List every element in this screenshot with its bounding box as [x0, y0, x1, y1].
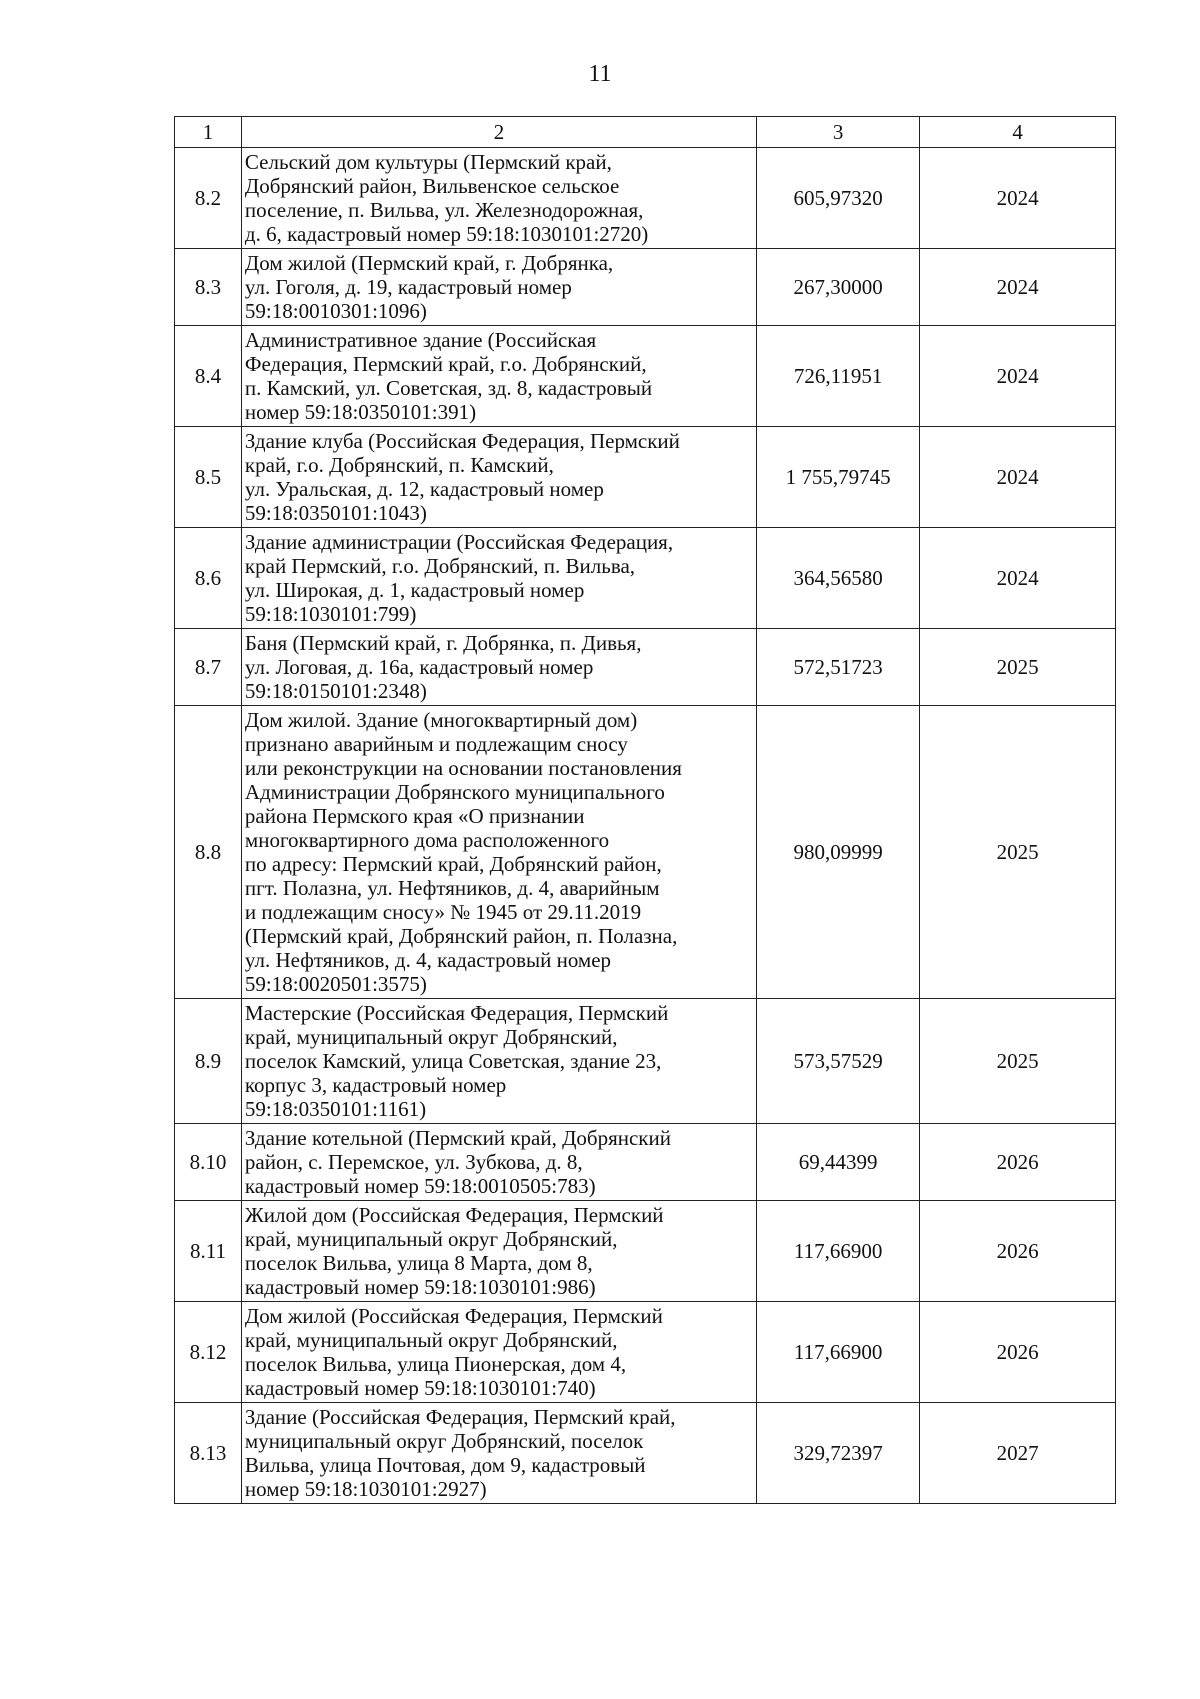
row-number: 8.3 — [175, 249, 242, 326]
table-row — [175, 1201, 1116, 1302]
row-value: 329,72397 — [757, 1403, 920, 1504]
row-number: 8.6 — [175, 528, 242, 629]
header-col-2: 2 — [241, 117, 756, 148]
table-row — [175, 427, 1116, 528]
row-description: Дом жилой (Российская Федерация, Пермский край, муниципальный округ Добрянский, поселок Вильва, улица Пионерская, дом 4, кадастровый номер 59:18:1030101:740) — [241, 1302, 756, 1403]
row-value: 605,97320 — [757, 148, 920, 249]
row-year: 2026 — [920, 1124, 1116, 1201]
table-row — [175, 326, 1116, 427]
row-value: 572,51723 — [757, 629, 920, 706]
row-value: 573,57529 — [757, 999, 920, 1124]
row-year: 2026 — [920, 1201, 1116, 1302]
table-row — [175, 629, 1116, 706]
row-year: 2024 — [920, 427, 1116, 528]
row-description: Здание котельной (Пермский край, Добрянский район, с. Перемское, ул. Зубкова, д. 8, кадастровый номер 59:18:0010505:783) — [241, 1124, 756, 1201]
row-description: Здание клуба (Российская Федерация, Пермский край, г.о. Добрянский, п. Камский, ул. Уральская, д. 12, кадастровый номер 59:18:0350101:1043) — [241, 427, 756, 528]
table-row — [175, 999, 1116, 1124]
row-description: Сельский дом культуры (Пермский край, Добрянский район, Вильвенское сельское поселение, п. Вильва, ул. Железнодорожная, д. 6, кадастровый номер 59:18:1030101:2720) — [241, 148, 756, 249]
table-row — [175, 249, 1116, 326]
row-description: Жилой дом (Российская Федерация, Пермский край, муниципальный округ Добрянский, поселок Вильва, улица 8 Марта, дом 8, кадастровый номер 59:18:1030101:986) — [241, 1201, 756, 1302]
row-year: 2025 — [920, 999, 1116, 1124]
row-number: 8.13 — [175, 1403, 242, 1504]
row-number: 8.12 — [175, 1302, 242, 1403]
row-number: 8.10 — [175, 1124, 242, 1201]
row-description: Мастерские (Российская Федерация, Пермский край, муниципальный округ Добрянский, поселок Камский, улица Советская, здание 23, корпус 3, кадастровый номер 59:18:0350101:1161) — [241, 999, 756, 1124]
table-header-row — [175, 117, 1116, 148]
row-number: 8.8 — [175, 706, 242, 999]
row-value: 117,66900 — [757, 1302, 920, 1403]
row-value: 364,56580 — [757, 528, 920, 629]
row-number: 8.11 — [175, 1201, 242, 1302]
row-year: 2024 — [920, 148, 1116, 249]
row-value: 980,09999 — [757, 706, 920, 999]
page-number: 11 — [588, 61, 612, 87]
row-year: 2027 — [920, 1403, 1116, 1504]
row-description: Дом жилой (Пермский край, г. Добрянка, ул. Гоголя, д. 19, кадастровый номер 59:18:0010301:1096) — [241, 249, 756, 326]
row-description: Здание (Российская Федерация, Пермский край, муниципальный округ Добрянский, поселок Вильва, улица Почтовая, дом 9, кадастровый номер 59:18:1030101:2927) — [241, 1403, 756, 1504]
row-description: Здание администрации (Российская Федерация, край Пермский, г.о. Добрянский, п. Вильва, ул. Широкая, д. 1, кадастровый номер 59:18:1030101:799) — [241, 528, 756, 629]
row-value: 117,66900 — [757, 1201, 920, 1302]
header-col-1: 1 — [175, 117, 242, 148]
table-row — [175, 148, 1116, 249]
row-value: 267,30000 — [757, 249, 920, 326]
row-number: 8.7 — [175, 629, 242, 706]
row-year: 2025 — [920, 629, 1116, 706]
row-value: 1 755,79745 — [757, 427, 920, 528]
table-row — [175, 706, 1116, 999]
row-number: 8.5 — [175, 427, 242, 528]
property-table — [174, 116, 1116, 1504]
row-description: Административное здание (Российская Федерация, Пермский край, г.о. Добрянский, п. Камский, ул. Советская, зд. 8, кадастровый номер 59:18:0350101:391) — [241, 326, 756, 427]
row-year: 2026 — [920, 1302, 1116, 1403]
row-value: 726,11951 — [757, 326, 920, 427]
row-year: 2025 — [920, 706, 1116, 999]
row-year: 2024 — [920, 249, 1116, 326]
row-number: 8.2 — [175, 148, 242, 249]
table-row — [175, 1302, 1116, 1403]
row-value: 69,44399 — [757, 1124, 920, 1201]
row-number: 8.4 — [175, 326, 242, 427]
row-description: Баня (Пермский край, г. Добрянка, п. Дивья, ул. Логовая, д. 16а, кадастровый номер 59:18:0150101:2348) — [241, 629, 756, 706]
table-row — [175, 1403, 1116, 1504]
row-number: 8.9 — [175, 999, 242, 1124]
table-row — [175, 528, 1116, 629]
row-year: 2024 — [920, 528, 1116, 629]
table-row — [175, 1124, 1116, 1201]
row-description: Дом жилой. Здание (многоквартирный дом) признано аварийным и подлежащим сносу или реконструкции на основании постановления Администрации Добрянского муниципального района Пермского края «О признании многоквартирного дома расположенного по адресу: Пермский край, Добрянский район, пгт. Полазна, ул. Нефтяников, д. 4, аварийным и подлежащим сносу» № 1945 от 29.11.2019 (Пермский край, Добрянский район, п. Полазна, ул. Нефтяников, д. 4, кадастровый номер 59:18:0020501:3575) — [241, 706, 756, 999]
header-col-3: 3 — [757, 117, 920, 148]
row-year: 2024 — [920, 326, 1116, 427]
header-col-4: 4 — [920, 117, 1116, 148]
table-body — [175, 148, 1116, 1504]
